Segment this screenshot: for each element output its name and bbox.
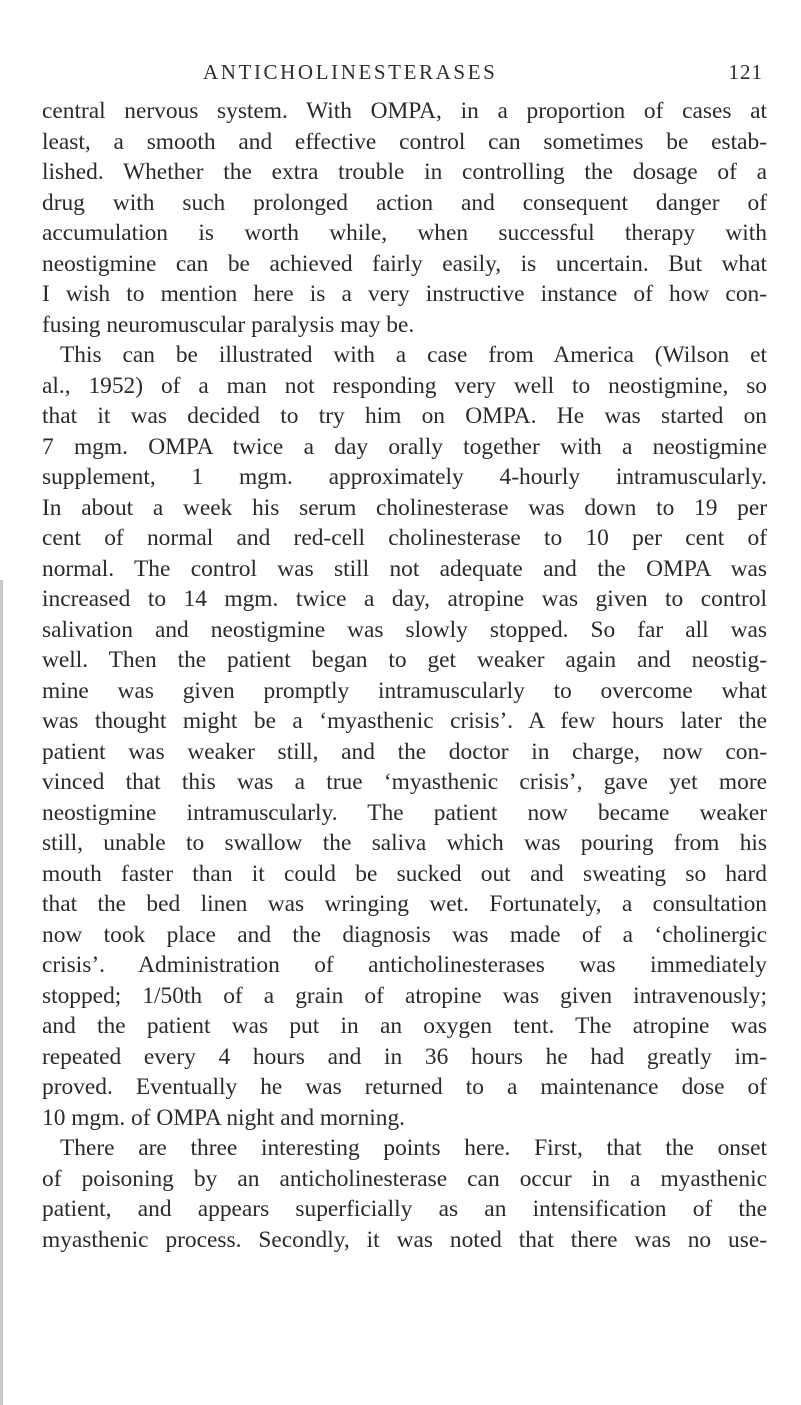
text-line: neostigmine can be achieved fairly easily, is uncertain. But what — [42, 250, 767, 277]
text-line: patient, and appears superficially as an intensification of the — [42, 1196, 767, 1222]
text-line: increased to 14 mgm. twice a day, atropine was given to control — [42, 586, 767, 612]
page-number: 121 — [728, 60, 763, 84]
text-line: normal. The control was still not adequate and the OMPA was — [42, 555, 767, 582]
text-line: mouth faster than it could be sucked out and sweating so hard — [42, 860, 767, 887]
running-head: ANTICHOLINESTERASES — [203, 60, 498, 84]
text-line: al., 1952) of a man not responding very well to neostigmine, so — [42, 372, 767, 399]
text-line: This can be illustrated with a case from America (Wilson et — [60, 342, 767, 368]
text-line: accumulation is worth while, when successful therapy with — [42, 220, 767, 246]
text-line: drug with such prolonged action and consequent danger of — [42, 189, 767, 216]
text-line: neostigmine intramuscularly. The patient now became weaker — [42, 799, 767, 826]
text-line: 10 mgm. of OMPA night and morning. — [42, 1104, 406, 1131]
text-line: supplement, 1 mgm. approximately 4-hourly intramuscularly. — [42, 464, 767, 490]
text-line: In about a week his serum cholinesterase was down to 19 per — [42, 494, 767, 521]
text-line: well. Then the patient began to get weaker again and neostig- — [42, 647, 767, 673]
page-header — [203, 60, 763, 90]
text-line: repeated every 4 hours and in 36 hours he had greatly im- — [42, 1043, 767, 1070]
text-line: crisis’. Administration of anticholinesterases was immediately — [42, 952, 767, 978]
text-line: and the patient was put in an oxygen tent. The atropine was — [42, 1013, 767, 1039]
text-line: fusing neuromuscular paralysis may be. — [42, 311, 415, 338]
text-line: There are three interesting points here. First, that the onset — [60, 1135, 767, 1161]
text-line: that it was decided to try him on OMPA. He was started on — [42, 403, 767, 429]
text-line: vinced that this was a true ‘myasthenic crisis’, gave yet more — [42, 769, 767, 795]
text-line: lished. Whether the extra trouble in controlling the dosage of a — [42, 159, 767, 185]
text-line: 7 mgm. OMPA twice a day orally together with a neostigmine — [42, 433, 767, 460]
text-line: was thought might be a ‘myasthenic crisis’. A few hours later the — [42, 708, 767, 734]
text-line: salivation and neostigmine was slowly stopped. So far all was — [42, 616, 767, 643]
text-line: still, unable to swallow the saliva which was pouring from his — [42, 830, 767, 856]
text-line: patient was weaker still, and the doctor in charge, now con- — [42, 738, 767, 765]
page-edge-shadow — [0, 580, 3, 1405]
text-line: cent of normal and red-cell cholinesterase to 10 per cent of — [42, 525, 767, 551]
text-line: myasthenic process. Secondly, it was noted that there was no use- — [42, 1226, 767, 1253]
text-line: least, a smooth and effective control can sometimes be estab- — [42, 128, 767, 155]
text-line: stopped; 1/50th of a grain of atropine was given intravenously; — [42, 982, 767, 1009]
text-line: now took place and the diagnosis was made of a ‘cholinergic — [42, 921, 767, 948]
text-line: that the bed linen was wringing wet. Fortunately, a consultation — [42, 891, 767, 917]
text-line: central nervous system. With OMPA, in a proportion of cases at — [42, 98, 767, 124]
text-line: proved. Eventually he was returned to a maintenance dose of — [42, 1074, 767, 1100]
text-line: of poisoning by an anticholinesterase can occur in a myasthenic — [42, 1165, 767, 1192]
text-line: mine was given promptly intramuscularly to overcome what — [42, 677, 767, 704]
body-text — [42, 96, 767, 1255]
text-line: I wish to mention here is a very instructive instance of how con- — [42, 281, 767, 307]
